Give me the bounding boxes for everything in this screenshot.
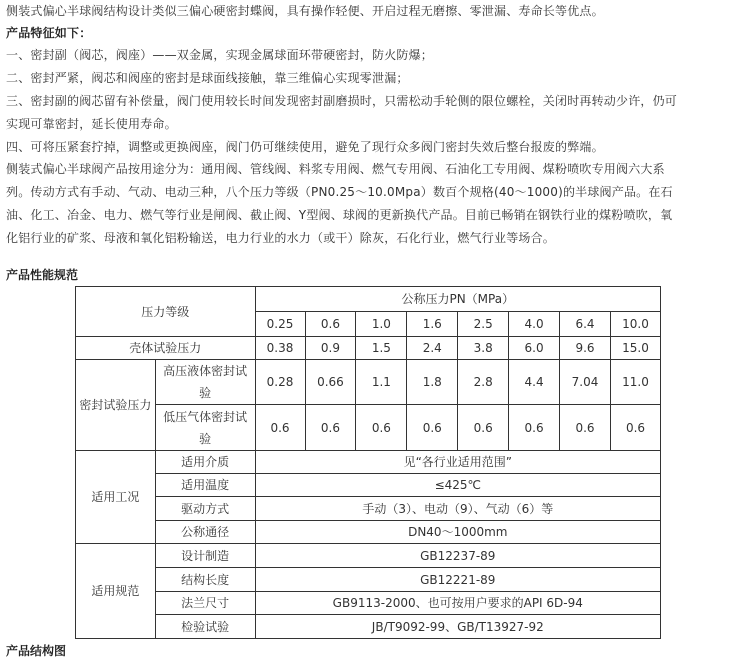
intro-paragraph: 侧装式偏心半球阀结构设计类似三偏心硬密封蝶阀，具有操作轻便、开启过程无磨擦、零泄漏、寿命长等优点。 [6,4,604,18]
nominal-pressure-cell: 10.0 [610,312,660,337]
length-value: GB12221-89 [255,568,660,592]
lp-gas-label [155,405,255,451]
lp-gas-cell: 0.6 [560,405,611,451]
medium-value: 见“各行业适用范围” [255,451,660,474]
temperature-label: 适用温度 [155,474,255,497]
shell-test-cell: 6.0 [509,337,560,360]
drive-label: 驱动方式 [155,497,255,521]
medium-label: 适用介质 [155,451,255,474]
hp-liquid-label [155,360,255,405]
hp-liquid-cell: 0.28 [255,360,305,405]
next-heading-text: 产品结构图 [6,644,67,658]
lp-gas-cell: 0.6 [305,405,356,451]
shell-test-cell: 0.9 [305,337,356,360]
feature-4: 四、可将压紧套拧掉，调整或更换阀座，阀门仍可继续使用，避免了现行众多阀门密封失效后整台报废的弊端。 [6,140,604,154]
nominal-pressure-cell: 4.0 [509,312,560,337]
diameter-label: 公称通径 [155,521,255,544]
next-section-heading [6,642,306,658]
spec-section-title: 产品性能规范 [6,268,79,282]
nominal-pressure-header: 公称压力PN（MPa） [255,287,660,312]
hp-liquid-cell: 0.66 [305,360,356,405]
lp-gas-cell: 0.6 [509,405,560,451]
feature-3-line1: 三、密封副的阀芯留有补偿量，阀门使用较长时间发现密封副磨损时，只需松动手轮侧的限位螺栓，关闭时再转动少许，仍可 [6,94,678,108]
nominal-pressure-cell: 0.6 [305,312,356,337]
diameter-value: DN40～1000mm [255,521,660,544]
nominal-pressure-cell: 0.25 [255,312,305,337]
features-heading: 产品特征如下： [6,26,92,40]
shell-test-cell: 1.5 [356,337,407,360]
usage-line3: 油、化工、冶金、电力、燃气等行业是闸阀、截止阀、Y型阀、球阀的更新换代产品。目前已畅销在钢铁行业的煤粉喷吹，氧 [6,208,673,222]
seal-test-label: 密封试验压力 [76,360,156,451]
hp-liquid-cell: 1.8 [407,360,458,405]
nominal-pressure-cell: 6.4 [560,312,611,337]
shell-test-cell: 0.38 [255,337,305,360]
design-label: 设计制造 [155,544,255,568]
temperature-value: ≤425℃ [255,474,660,497]
lp-gas-cell: 0.6 [356,405,407,451]
hp-liquid-cell: 4.4 [509,360,560,405]
shell-test-label: 壳体试验压力 [76,337,256,360]
lp-gas-cell: 0.6 [407,405,458,451]
feature-1: 一、密封副（阀芯，阀座）——双金属，实现金属球面环带硬密封，防火防爆； [6,48,434,62]
lp-gas-cell: 0.6 [458,405,509,451]
conditions-label: 适用工况 [76,451,156,544]
lp-gas-cell: 0.6 [255,405,305,451]
hp-liquid-cell: 7.04 [560,360,611,405]
pressure-grade-label: 压力等级 [76,287,256,337]
length-label: 结构长度 [155,568,255,592]
standards-label: 适用规范 [76,544,156,639]
hp-liquid-label-line1: 高压液体密封试 [163,364,248,378]
inspection-label: 检验试验 [155,615,255,639]
feature-3-line2: 实现可靠密封，延长使用寿命。 [6,117,177,131]
usage-line1: 侧装式偏心半球阀产品按用途分为：通用阀、管线阀、料浆专用阀、燃气专用阀、石油化工专用阀、煤粉喷吹专用阀六大系 [6,162,665,176]
inspection-value: JB/T9092-99、GB/T13927-92 [255,615,660,639]
nominal-pressure-cell: 1.6 [407,312,458,337]
flange-value: GB9113-2000、也可按用户要求的API 6D-94 [255,592,660,615]
hp-liquid-cell: 11.0 [610,360,660,405]
hp-liquid-label-line2: 验 [199,386,212,400]
spec-table [75,286,661,639]
design-value: GB12237-89 [255,544,660,568]
drive-value: 手动（3）、电动（9）、气动（6）等 [255,497,660,521]
nominal-pressure-cell: 2.5 [458,312,509,337]
lp-gas-cell: 0.6 [610,405,660,451]
hp-liquid-cell: 1.1 [356,360,407,405]
flange-label: 法兰尺寸 [155,592,255,615]
shell-test-cell: 2.4 [407,337,458,360]
lp-gas-label-line2: 验 [199,431,212,446]
nominal-pressure-cell: 1.0 [356,312,407,337]
feature-2: 二、密封严紧，阀芯和阀座的密封是球面线接触，靠三维偏心实现零泄漏； [6,71,409,85]
shell-test-cell: 3.8 [458,337,509,360]
shell-test-cell: 15.0 [610,337,660,360]
shell-test-cell: 9.6 [560,337,611,360]
hp-liquid-cell: 2.8 [458,360,509,405]
usage-line4: 化铝行业的矿浆、母液和氧化铝粉输送，电力行业的水力（或干）除灰，石化行业，燃气行业等场合。 [6,231,556,245]
lp-gas-label-line1: 低压气体密封试 [163,409,248,424]
usage-line2: 列。传动方式有手动、气动、电动三种，八个压力等级（PN0.25～10.0Mpa）数百个规格(40～1000)的半球阀产品。在石 [6,185,673,199]
